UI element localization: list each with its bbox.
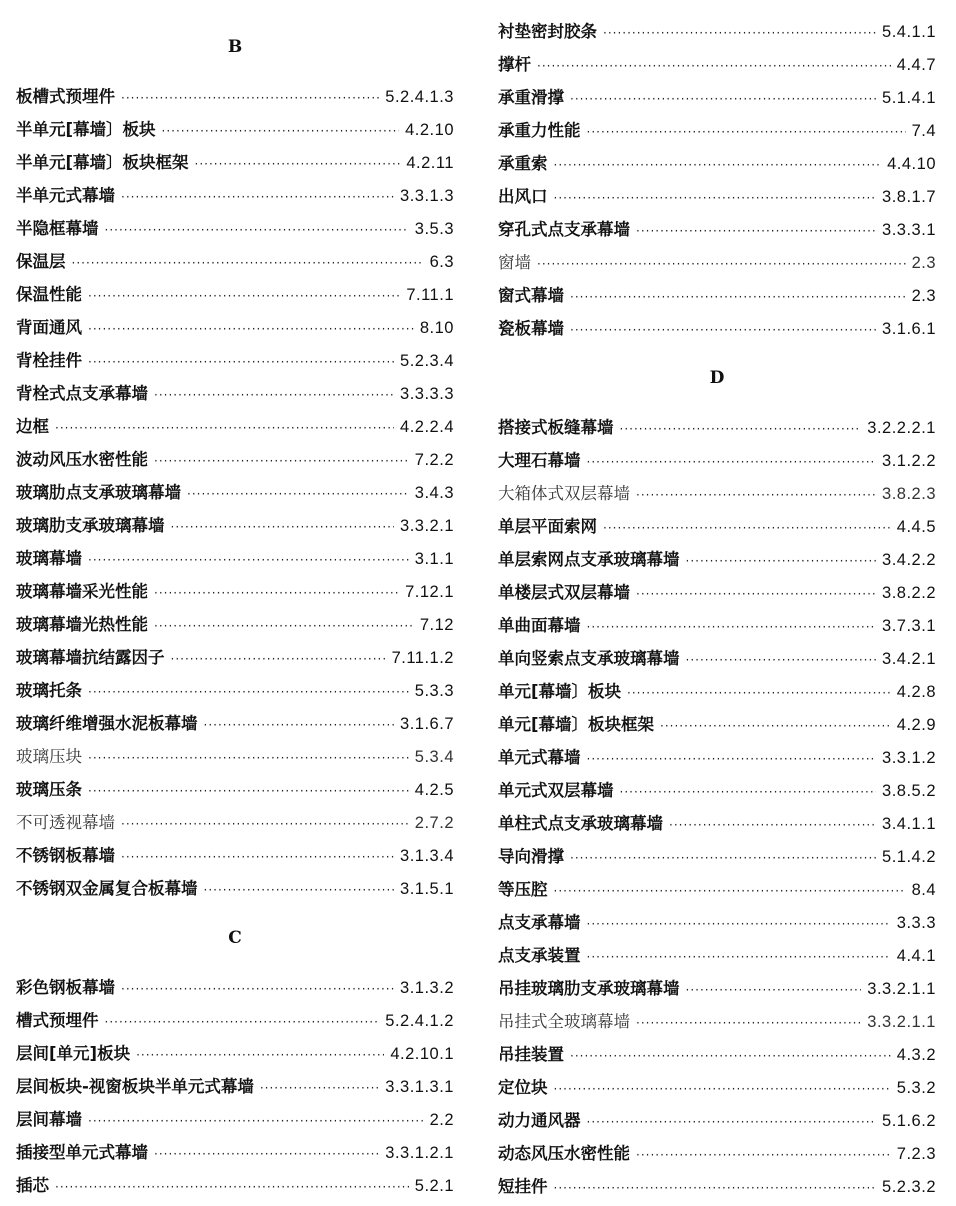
- dot-leader: [669, 809, 876, 842]
- index-entry: [16, 542, 454, 575]
- dot-leader: [154, 379, 394, 412]
- index-term: 穿孔式点支承幕墙: [498, 220, 630, 239]
- index-term: 单曲面幕墙: [498, 616, 581, 635]
- index-term: 玻璃幕墙采光性能: [16, 582, 148, 601]
- index-entry: [16, 1070, 454, 1103]
- index-clause-number: 7.2.2: [414, 451, 454, 469]
- index-clause-number: 3.3.3: [896, 914, 936, 932]
- index-entry: [498, 510, 936, 543]
- index-entry: [498, 81, 936, 114]
- section-letter-heading: B: [227, 37, 243, 57]
- index-entry: [498, 675, 936, 708]
- index-term: 单层索网点支承玻璃幕墙: [498, 550, 680, 569]
- index-clause-number: 3.8.2.2: [882, 584, 936, 602]
- index-clause-number: 5.1.4.2: [882, 848, 936, 866]
- index-clause-number: 7.11.1.2: [391, 649, 454, 667]
- index-term: 不锈钢板幕墙: [16, 846, 115, 865]
- index-entry: [498, 873, 936, 906]
- index-clause-number: 3.1.3.4: [400, 847, 454, 865]
- index-term: 玻璃肋支承玻璃幕墙: [16, 516, 165, 535]
- index-entry: [16, 344, 454, 377]
- index-term: 半单元[幕墙〕板块框架: [16, 153, 189, 172]
- index-term: 玻璃幕墙光热性能: [16, 615, 148, 634]
- index-clause-number: 2.3: [911, 254, 936, 272]
- index-clause-number: 4.2.8: [896, 683, 936, 701]
- index-clause-number: 6.3: [429, 253, 454, 271]
- index-clause-number: 3.1.6.1: [882, 320, 936, 338]
- dot-leader: [105, 214, 409, 247]
- index-term: 点支承幕墙: [498, 913, 581, 932]
- dot-leader: [187, 478, 409, 511]
- index-clause-number: 3.8.5.2: [882, 782, 936, 800]
- index-term: 不锈钢双金属复合板幕墙: [16, 879, 198, 898]
- index-entry: [16, 806, 454, 839]
- index-term: 背栓挂件: [16, 351, 82, 370]
- index-entry: [16, 608, 454, 641]
- index-term: 搭接式板缝幕墙: [498, 418, 614, 437]
- dot-leader: [587, 941, 891, 974]
- dot-leader: [570, 842, 876, 875]
- dot-leader: [587, 1106, 877, 1139]
- dot-leader: [686, 974, 862, 1007]
- dot-leader: [121, 841, 394, 874]
- dot-leader: [154, 577, 399, 610]
- index-term: 半隐框幕墙: [16, 219, 99, 238]
- index-entry: [16, 1004, 454, 1037]
- index-clause-number: 5.3.4: [414, 748, 454, 766]
- dot-leader: [587, 908, 891, 941]
- dot-leader: [603, 512, 891, 545]
- index-term: 窗式幕墙: [498, 286, 564, 305]
- index-entry: [16, 839, 454, 872]
- dot-leader: [171, 643, 386, 676]
- index-entry: [498, 246, 936, 279]
- index-clause-number: 4.2.10: [405, 121, 454, 139]
- index-entry: [16, 212, 454, 245]
- index-entry: [498, 48, 936, 81]
- index-term: 层间[单元]板块: [16, 1044, 131, 1063]
- index-entry: [498, 279, 936, 312]
- dot-leader: [570, 1040, 891, 1073]
- index-entry: [498, 906, 936, 939]
- dot-leader: [636, 215, 876, 248]
- index-clause-number: 2.7.2: [414, 814, 454, 832]
- index-clause-number: 3.3.3.3: [400, 385, 454, 403]
- index-clause-number: 5.1.4.1: [882, 89, 936, 107]
- dot-leader: [88, 280, 400, 313]
- index-entry: [16, 641, 454, 674]
- index-clause-number: 8.4: [911, 881, 936, 899]
- dot-leader: [121, 973, 394, 1006]
- index-clause-number: 5.2.3.2: [882, 1178, 936, 1196]
- index-entry: [16, 773, 454, 806]
- index-term: 承重滑撑: [498, 88, 564, 107]
- index-entry: [498, 147, 936, 180]
- index-term: 衬垫密封胶条: [498, 22, 597, 41]
- index-entry: [16, 476, 454, 509]
- index-term: 动力通风器: [498, 1111, 581, 1130]
- index-entry: [498, 774, 936, 807]
- index-term: 彩色钢板幕墙: [16, 978, 115, 997]
- dot-leader: [136, 1039, 384, 1072]
- index-term: 单元[幕墙〕板块框架: [498, 715, 655, 734]
- index-clause-number: 3.3.2.1: [400, 517, 454, 535]
- index-clause-number: 5.1.6.2: [882, 1112, 936, 1130]
- dot-leader: [204, 709, 395, 742]
- index-term: 保温层: [16, 252, 66, 271]
- dot-leader: [55, 412, 394, 445]
- index-clause-number: 4.2.2.4: [400, 418, 454, 436]
- index-term: 层间板块-视窗板块半单元式幕墙: [16, 1077, 254, 1096]
- index-entry: [498, 411, 936, 444]
- index-term: 瓷板幕墙: [498, 319, 564, 338]
- dot-leader: [204, 874, 395, 907]
- index-term: 保温性能: [16, 285, 82, 304]
- dot-leader: [88, 775, 409, 808]
- index-entry: [16, 1136, 454, 1169]
- index-term: 定位块: [498, 1078, 548, 1097]
- dot-leader: [171, 511, 395, 544]
- index-clause-number: 4.2.9: [896, 716, 936, 734]
- dot-leader: [636, 1139, 891, 1172]
- index-entry: [498, 609, 936, 642]
- index-clause-number: 3.2.2.2.1: [867, 419, 936, 437]
- index-entry: [16, 1169, 454, 1202]
- index-clause-number: 3.4.1.1: [882, 815, 936, 833]
- index-term: 单元式双层幕墙: [498, 781, 614, 800]
- index-term: 半单元式幕墙: [16, 186, 115, 205]
- index-term: 承重索: [498, 154, 548, 173]
- dot-leader: [121, 181, 394, 214]
- index-clause-number: 5.2.1: [414, 1177, 454, 1195]
- index-clause-number: 5.3.2: [896, 1079, 936, 1097]
- index-clause-number: 3.3.2.1.1: [867, 1013, 936, 1031]
- index-entry: [16, 311, 454, 344]
- index-term: 玻璃幕墙抗结露因子: [16, 648, 165, 667]
- dot-leader: [88, 544, 409, 577]
- index-term: 层间幕墙: [16, 1110, 82, 1129]
- dot-leader: [162, 115, 400, 148]
- index-entry: [498, 840, 936, 873]
- index-entry: [498, 642, 936, 675]
- dot-leader: [636, 578, 876, 611]
- index-clause-number: 3.3.1.3: [400, 187, 454, 205]
- index-clause-number: 3.5.3: [414, 220, 454, 238]
- index-clause-number: 3.4.2.1: [882, 650, 936, 668]
- dot-leader: [88, 1105, 424, 1138]
- index-entry: [16, 377, 454, 410]
- index-term: 边框: [16, 417, 49, 436]
- dot-leader: [88, 742, 409, 775]
- index-clause-number: 2.3: [911, 287, 936, 305]
- index-clause-number: 8.10: [419, 319, 454, 337]
- index-clause-number: 3.4.3: [414, 484, 454, 502]
- index-clause-number: 7.4: [911, 122, 936, 140]
- dot-leader: [55, 1171, 409, 1204]
- index-entry: [498, 807, 936, 840]
- index-entry: [16, 80, 454, 113]
- index-term: 窗墙: [498, 253, 531, 272]
- index-entry: [498, 312, 936, 345]
- index-entry: [16, 1103, 454, 1136]
- index-term: 玻璃纤维增强水泥板幕墙: [16, 714, 198, 733]
- index-entry: [498, 15, 936, 48]
- dot-leader: [603, 17, 876, 50]
- dot-leader: [636, 1007, 861, 1040]
- index-clause-number: 3.4.2.2: [882, 551, 936, 569]
- index-entry: [498, 543, 936, 576]
- index-clause-number: 5.2.4.1.2: [385, 1012, 454, 1030]
- index-clause-number: 3.1.1: [414, 550, 454, 568]
- index-entry: [16, 971, 454, 1004]
- index-entry: [498, 972, 936, 1005]
- index-entry: [16, 245, 454, 278]
- index-term: 承重力性能: [498, 121, 581, 140]
- dot-leader: [570, 281, 906, 314]
- dot-leader: [105, 1006, 380, 1039]
- dot-leader: [554, 875, 906, 908]
- index-clause-number: 4.2.5: [414, 781, 454, 799]
- index-entry: [16, 1037, 454, 1070]
- index-entry: [498, 114, 936, 147]
- index-term: 背面通风: [16, 318, 82, 337]
- index-clause-number: 7.12.1: [405, 583, 454, 601]
- index-entry: [16, 509, 454, 542]
- index-column-right: [498, 0, 936, 1203]
- index-term: 导向滑撑: [498, 847, 564, 866]
- index-term: 插芯: [16, 1176, 49, 1195]
- index-clause-number: 4.3.2: [896, 1046, 936, 1064]
- index-clause-number: 4.2.10.1: [390, 1045, 454, 1063]
- dot-leader: [260, 1072, 379, 1105]
- index-entry: [498, 180, 936, 213]
- dot-leader: [154, 1138, 379, 1171]
- index-term: 不可透视幕墙: [16, 813, 115, 832]
- index-clause-number: 4.4.10: [887, 155, 936, 173]
- index-entry: [498, 576, 936, 609]
- index-term: 玻璃压块: [16, 747, 82, 766]
- dot-leader: [554, 1172, 877, 1205]
- dot-leader: [537, 248, 906, 281]
- index-entry: [16, 113, 454, 146]
- index-term: 插接型单元式幕墙: [16, 1143, 148, 1162]
- index-term: 玻璃肋点支承玻璃幕墙: [16, 483, 181, 502]
- index-entry: [498, 444, 936, 477]
- index-entry: [16, 443, 454, 476]
- dot-leader: [587, 743, 877, 776]
- index-entry: [16, 575, 454, 608]
- dot-leader: [154, 445, 409, 478]
- index-term: 出风口: [498, 187, 548, 206]
- index-entry: [498, 1038, 936, 1071]
- index-clause-number: 3.1.5.1: [400, 880, 454, 898]
- index-entry: [16, 707, 454, 740]
- index-term: 吊挂装置: [498, 1045, 564, 1064]
- index-entry: [498, 477, 936, 510]
- dot-leader: [570, 314, 876, 347]
- index-entry: [16, 146, 454, 179]
- index-term: 玻璃托条: [16, 681, 82, 700]
- index-term: 吊挂玻璃肋支承玻璃幕墙: [498, 979, 680, 998]
- index-clause-number: 7.11.1: [406, 286, 454, 304]
- index-clause-number: 5.2.3.4: [400, 352, 454, 370]
- index-term: 大箱体式双层幕墙: [498, 484, 630, 503]
- index-clause-number: 3.7.3.1: [882, 617, 936, 635]
- dot-leader: [554, 149, 882, 182]
- index-entry: [498, 213, 936, 246]
- index-clause-number: 7.2.3: [896, 1145, 936, 1163]
- index-entry: [498, 1137, 936, 1170]
- dot-leader: [554, 182, 877, 215]
- dot-leader: [154, 610, 414, 643]
- index-term: 点支承装置: [498, 946, 581, 965]
- dot-leader: [88, 313, 414, 346]
- index-clause-number: 3.3.1.2: [882, 749, 936, 767]
- index-clause-number: 4.4.5: [896, 518, 936, 536]
- dot-leader: [554, 1073, 891, 1106]
- index-term: 背栓式点支承幕墙: [16, 384, 148, 403]
- index-entry: [498, 741, 936, 774]
- index-term: 等压腔: [498, 880, 548, 899]
- dot-leader: [72, 247, 424, 280]
- index-term: 板槽式预埋件: [16, 87, 115, 106]
- index-clause-number: 2.2: [429, 1111, 454, 1129]
- dot-leader: [620, 413, 862, 446]
- index-clause-number: 3.1.6.7: [400, 715, 454, 733]
- dot-leader: [88, 346, 394, 379]
- index-term: 半单元[幕墙〕板块: [16, 120, 156, 139]
- index-clause-number: 4.4.7: [896, 56, 936, 74]
- section-letter-heading: D: [709, 368, 725, 388]
- dot-leader: [587, 446, 877, 479]
- index-entry: [498, 708, 936, 741]
- index-term: 波动风压水密性能: [16, 450, 148, 469]
- dot-leader: [686, 545, 877, 578]
- index-clause-number: 3.8.2.3: [882, 485, 936, 503]
- index-term: 槽式预埋件: [16, 1011, 99, 1030]
- index-entry: [16, 278, 454, 311]
- dot-leader: [660, 710, 891, 743]
- index-clause-number: 3.3.3.1: [882, 221, 936, 239]
- dot-leader: [686, 644, 877, 677]
- dot-leader: [570, 83, 876, 116]
- section-letter-heading: C: [228, 928, 242, 948]
- index-clause-number: 4.2.11: [406, 154, 454, 172]
- index-entry: [16, 179, 454, 212]
- dot-leader: [627, 677, 891, 710]
- index-term: 玻璃压条: [16, 780, 82, 799]
- index-clause-number: 5.2.4.1.3: [385, 88, 454, 106]
- index-clause-number: 3.8.1.7: [882, 188, 936, 206]
- index-clause-number: 3.3.1.3.1: [385, 1078, 454, 1096]
- index-term: 单柱式点支承玻璃幕墙: [498, 814, 663, 833]
- index-clause-number: 4.4.1: [896, 947, 936, 965]
- dot-leader: [121, 808, 409, 841]
- index-term: 动态风压水密性能: [498, 1144, 630, 1163]
- index-clause-number: 3.3.2.1.1: [867, 980, 936, 998]
- dot-leader: [537, 50, 891, 83]
- index-term: 撑杆: [498, 55, 531, 74]
- index-term: 玻璃幕墙: [16, 549, 82, 568]
- index-clause-number: 7.12: [419, 616, 454, 634]
- index-entry: [16, 740, 454, 773]
- index-clause-number: 5.4.1.1: [882, 23, 936, 41]
- dot-leader: [587, 611, 877, 644]
- index-term: 吊挂式全玻璃幕墙: [498, 1012, 630, 1031]
- index-term: 单向竖索点支承玻璃幕墙: [498, 649, 680, 668]
- dot-leader: [121, 82, 379, 115]
- index-entry: [16, 872, 454, 905]
- index-term: 单元[幕墙〕板块: [498, 682, 622, 701]
- index-column-left: [16, 0, 454, 1202]
- dot-leader: [195, 148, 401, 181]
- index-term: 单元式幕墙: [498, 748, 581, 767]
- index-entry: [498, 939, 936, 972]
- dot-leader: [587, 116, 906, 149]
- index-entry: [16, 674, 454, 707]
- dot-leader: [620, 776, 877, 809]
- dot-leader: [636, 479, 876, 512]
- index-clause-number: 3.3.1.2.1: [385, 1144, 454, 1162]
- index-clause-number: 5.3.3: [414, 682, 454, 700]
- index-entry: [498, 1071, 936, 1104]
- index-clause-number: 3.1.3.2: [400, 979, 454, 997]
- index-entry: [498, 1104, 936, 1137]
- index-entry: [16, 410, 454, 443]
- index-term: 短挂件: [498, 1177, 548, 1196]
- index-entry: [498, 1170, 936, 1203]
- index-entry: [498, 1005, 936, 1038]
- index-term: 大理石幕墙: [498, 451, 581, 470]
- index-clause-number: 3.1.2.2: [882, 452, 936, 470]
- index-term: 单层平面索网: [498, 517, 597, 536]
- index-term: 单楼层式双层幕墙: [498, 583, 630, 602]
- dot-leader: [88, 676, 409, 709]
